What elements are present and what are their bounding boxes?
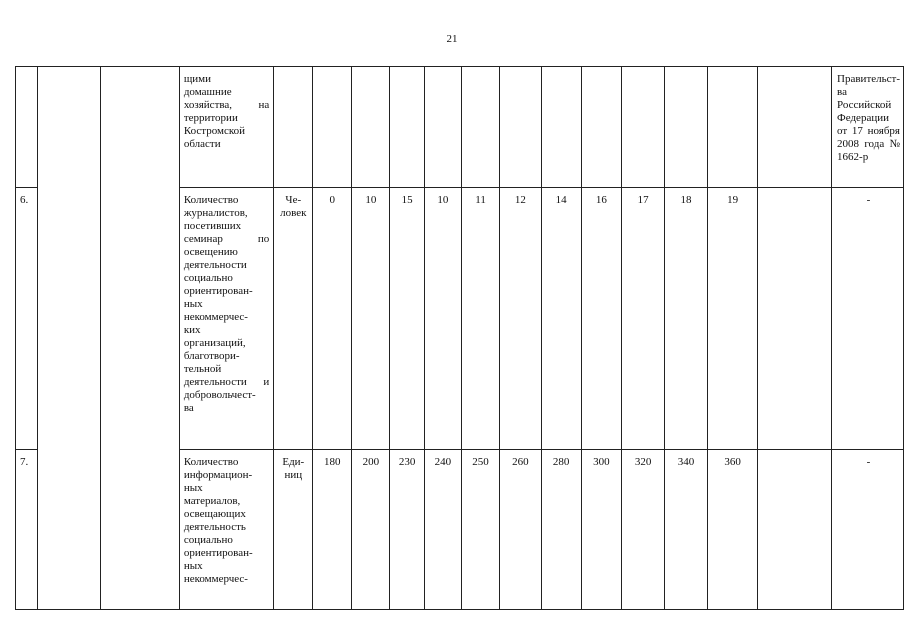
value-cell: 200 [352, 450, 390, 610]
cell-line: освещающих [183, 508, 246, 520]
cell-line: деятельности и [183, 376, 270, 388]
cell-line: домашние [183, 86, 232, 98]
value-cell: 300 [581, 450, 622, 610]
cell-line: организаций, [183, 337, 246, 349]
unit-cell [274, 188, 313, 450]
cell-line: 1662-р [837, 151, 869, 163]
cell-line: Федерации [837, 112, 889, 124]
value-cell [541, 67, 581, 188]
value-cell: 180 [313, 450, 352, 610]
value-cell [708, 67, 758, 188]
value-cell [352, 67, 390, 188]
cell-line: социально [183, 272, 233, 284]
cell-line: некоммерчес- [183, 311, 248, 323]
cell-line: семинар по [183, 233, 270, 245]
cell-line: ных [183, 298, 203, 310]
value-cell: 0 [313, 188, 352, 450]
row-number-cell: 6. [16, 188, 38, 450]
cell-line: ориентирован- [183, 285, 253, 297]
value-cell: 280 [541, 450, 581, 610]
cell-line: - [866, 456, 871, 468]
value-cell [622, 67, 665, 188]
value-cell [664, 67, 707, 188]
cell-line: щими [183, 73, 212, 85]
value-cell: 320 [622, 450, 665, 610]
value-cell: 17 [622, 188, 665, 450]
cell-line: журналистов, [183, 207, 248, 219]
page-number: 21 [446, 33, 458, 45]
cell-line: благотвори- [183, 350, 240, 362]
indicators-table [15, 66, 904, 610]
unit-cell [274, 450, 313, 610]
value-cell [500, 67, 542, 188]
activity-cell [101, 67, 179, 610]
value-cell [462, 67, 500, 188]
cell-line: тельной [183, 363, 222, 375]
table-row [16, 67, 904, 188]
value-cell: 360 [708, 450, 758, 610]
cell-line: Че- [285, 194, 302, 206]
program-cell [38, 67, 101, 610]
value-cell [390, 67, 424, 188]
cell-line: 2008 года № [837, 138, 900, 150]
cell-line: ных [183, 482, 203, 494]
cell-line: хозяйства, на [183, 99, 270, 111]
cell-line: Количество [183, 194, 239, 206]
cell-line: ловек [280, 207, 307, 219]
value-cell: 14 [541, 188, 581, 450]
indicator-name-cell [179, 188, 273, 450]
value-cell: 250 [462, 450, 500, 610]
source-cell [832, 188, 904, 450]
value-cell: 18 [664, 188, 707, 450]
cell-line: социально [183, 534, 233, 546]
value-cell [757, 450, 831, 610]
unit-cell [274, 67, 313, 188]
cell-line: - [866, 194, 871, 206]
cell-line: Еди- [282, 456, 305, 468]
cell-line: добровольчест- [183, 389, 256, 401]
value-cell: 19 [708, 188, 758, 450]
value-cell [581, 67, 622, 188]
value-cell: 12 [500, 188, 542, 450]
cell-line: посетивших [183, 220, 242, 232]
cell-line: территории [183, 112, 238, 124]
source-cell [832, 450, 904, 610]
row-number-cell [16, 67, 38, 188]
value-cell [424, 67, 461, 188]
cell-line: освещению [183, 246, 238, 258]
cell-line: ва [183, 402, 194, 414]
cell-line: ва [837, 86, 847, 98]
value-cell: 15 [390, 188, 424, 450]
cell-line: от 17 ноября [837, 125, 900, 137]
value-cell: 16 [581, 188, 622, 450]
value-cell: 10 [424, 188, 461, 450]
value-cell [757, 67, 831, 188]
value-cell: 240 [424, 450, 461, 610]
cell-line: деятельность [183, 521, 246, 533]
value-cell: 10 [352, 188, 390, 450]
cell-line: материалов, [183, 495, 241, 507]
indicator-name-cell [179, 450, 273, 610]
value-cell: 230 [390, 450, 424, 610]
cell-line: Костромской [183, 125, 246, 137]
value-cell: 11 [462, 188, 500, 450]
cell-line: Количество [183, 456, 239, 468]
cell-line: деятельности [183, 259, 247, 271]
value-cell [313, 67, 352, 188]
cell-line: Российской [837, 99, 892, 111]
cell-line: Правительст- [837, 73, 900, 85]
value-cell: 340 [664, 450, 707, 610]
row-number-cell: 7. [16, 450, 38, 610]
cell-line: ориентирован- [183, 547, 253, 559]
cell-line: некоммерчес- [183, 573, 248, 585]
cell-line: информацион- [183, 469, 253, 481]
indicator-name-cell [179, 67, 273, 188]
cell-line: области [183, 138, 221, 150]
cell-line: ких [183, 324, 201, 336]
value-cell [757, 188, 831, 450]
cell-line: ниц [284, 469, 303, 481]
cell-line: ных [183, 560, 203, 572]
value-cell: 260 [500, 450, 542, 610]
source-cell [832, 67, 904, 188]
